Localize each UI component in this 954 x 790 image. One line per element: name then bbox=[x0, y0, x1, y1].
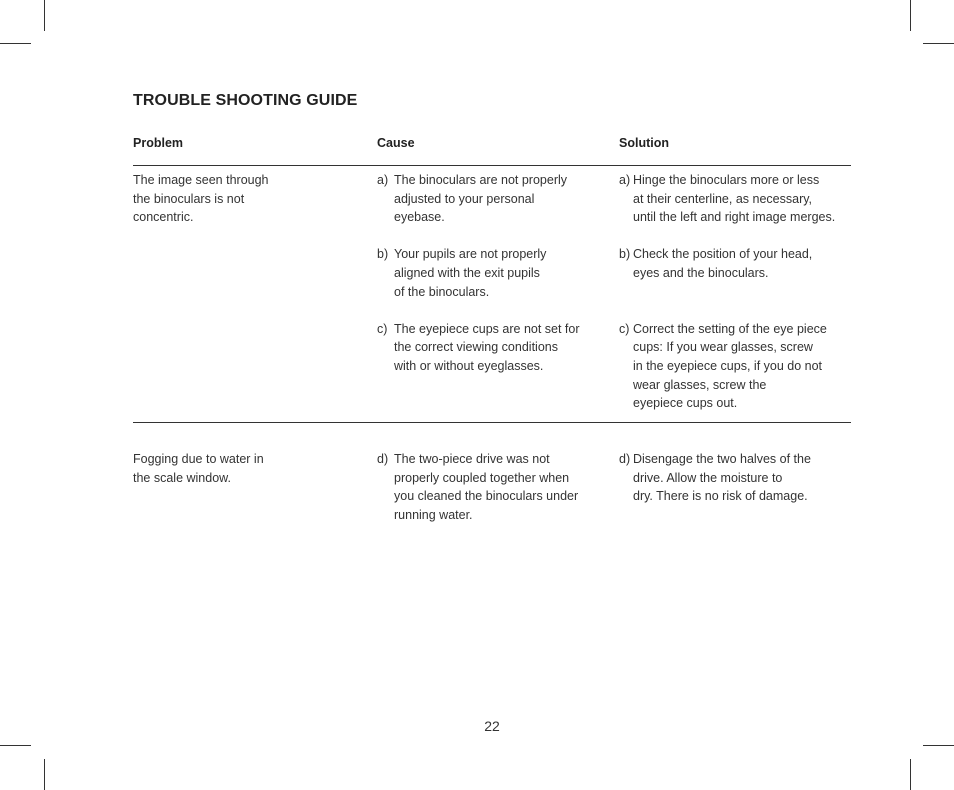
crop-mark bbox=[0, 43, 31, 44]
solution-item bbox=[619, 450, 811, 506]
solution-item bbox=[619, 320, 835, 413]
row-divider bbox=[133, 422, 851, 423]
crop-mark bbox=[923, 745, 954, 746]
cause-item bbox=[377, 450, 578, 524]
solution-line: Correct the setting of the eye piece bbox=[633, 321, 827, 336]
crop-mark bbox=[910, 759, 911, 790]
cause-line: The two-piece drive was not bbox=[394, 452, 550, 466]
solution-label: d) bbox=[619, 452, 631, 466]
solution-label: b) bbox=[619, 247, 631, 262]
solution-line: eyepiece cups out. bbox=[633, 396, 738, 411]
cause-line: The binoculars are not properly bbox=[394, 173, 568, 187]
crop-mark bbox=[44, 0, 45, 31]
header-problem: Problem bbox=[133, 136, 184, 150]
solution-line: drive. Allow the moisture to bbox=[633, 470, 783, 485]
row-2-solutions bbox=[619, 450, 811, 524]
cause-line: you cleaned the binoculars under bbox=[394, 489, 579, 504]
row-1-causes bbox=[377, 171, 580, 394]
cause-line: properly coupled together when bbox=[394, 470, 570, 485]
crop-mark bbox=[0, 745, 31, 746]
cause-line: adjusted to your personal bbox=[394, 191, 535, 206]
cause-line: of the binoculars. bbox=[394, 284, 490, 299]
header-cause: Cause bbox=[377, 136, 415, 150]
row-1-solutions bbox=[619, 171, 835, 431]
row-1-problem bbox=[133, 171, 269, 227]
crop-mark bbox=[923, 43, 954, 44]
crop-mark bbox=[44, 759, 45, 790]
solution-line: until the left and right image merges. bbox=[633, 210, 836, 225]
cause-line: Your pupils are not properly bbox=[394, 247, 547, 262]
solution-label: c) bbox=[619, 321, 630, 336]
page-title: TROUBLE SHOOTING GUIDE bbox=[133, 92, 358, 109]
solution-line: eyes and the binoculars. bbox=[633, 265, 769, 280]
header-divider bbox=[133, 165, 851, 166]
solution-label: a) bbox=[619, 173, 631, 187]
row-2-causes bbox=[377, 450, 578, 543]
solution-line: Hinge the binoculars more or less bbox=[633, 173, 820, 187]
solution-line: Disengage the two halves of the bbox=[633, 452, 811, 466]
cause-line: running water. bbox=[394, 507, 473, 522]
cause-line: aligned with the exit pupils bbox=[394, 265, 540, 280]
solution-line: at their centerline, as necessary, bbox=[633, 191, 813, 206]
problem-line: The image seen through bbox=[133, 173, 269, 187]
cause-item bbox=[377, 171, 580, 227]
cause-label: d) bbox=[377, 452, 389, 466]
problem-line: the binoculars is not bbox=[133, 191, 245, 206]
solution-line: wear glasses, screw the bbox=[633, 377, 767, 392]
cause-item bbox=[377, 245, 580, 301]
cause-line: The eyepiece cups are not set for bbox=[394, 321, 580, 336]
cause-label: c) bbox=[377, 321, 388, 336]
solution-line: Check the position of your head, bbox=[633, 247, 813, 262]
row-2-problem bbox=[133, 450, 264, 487]
cause-item bbox=[377, 320, 580, 376]
page-number: 22 bbox=[484, 718, 500, 734]
problem-line: concentric. bbox=[133, 210, 194, 225]
cause-line: with or without eyeglasses. bbox=[394, 358, 544, 373]
solution-item bbox=[619, 171, 835, 227]
solution-line: cups: If you wear glasses, screw bbox=[633, 340, 813, 355]
solution-item bbox=[619, 245, 835, 301]
crop-mark bbox=[910, 0, 911, 31]
solution-line: in the eyepiece cups, if you do not bbox=[633, 358, 823, 373]
problem-line: the scale window. bbox=[133, 470, 231, 485]
cause-label: b) bbox=[377, 247, 389, 262]
cause-label: a) bbox=[377, 173, 389, 187]
cause-line: eyebase. bbox=[394, 210, 445, 225]
header-solution: Solution bbox=[619, 136, 669, 150]
solution-line: dry. There is no risk of damage. bbox=[633, 489, 808, 504]
cause-line: the correct viewing conditions bbox=[394, 340, 558, 355]
problem-line: Fogging due to water in bbox=[133, 452, 264, 466]
